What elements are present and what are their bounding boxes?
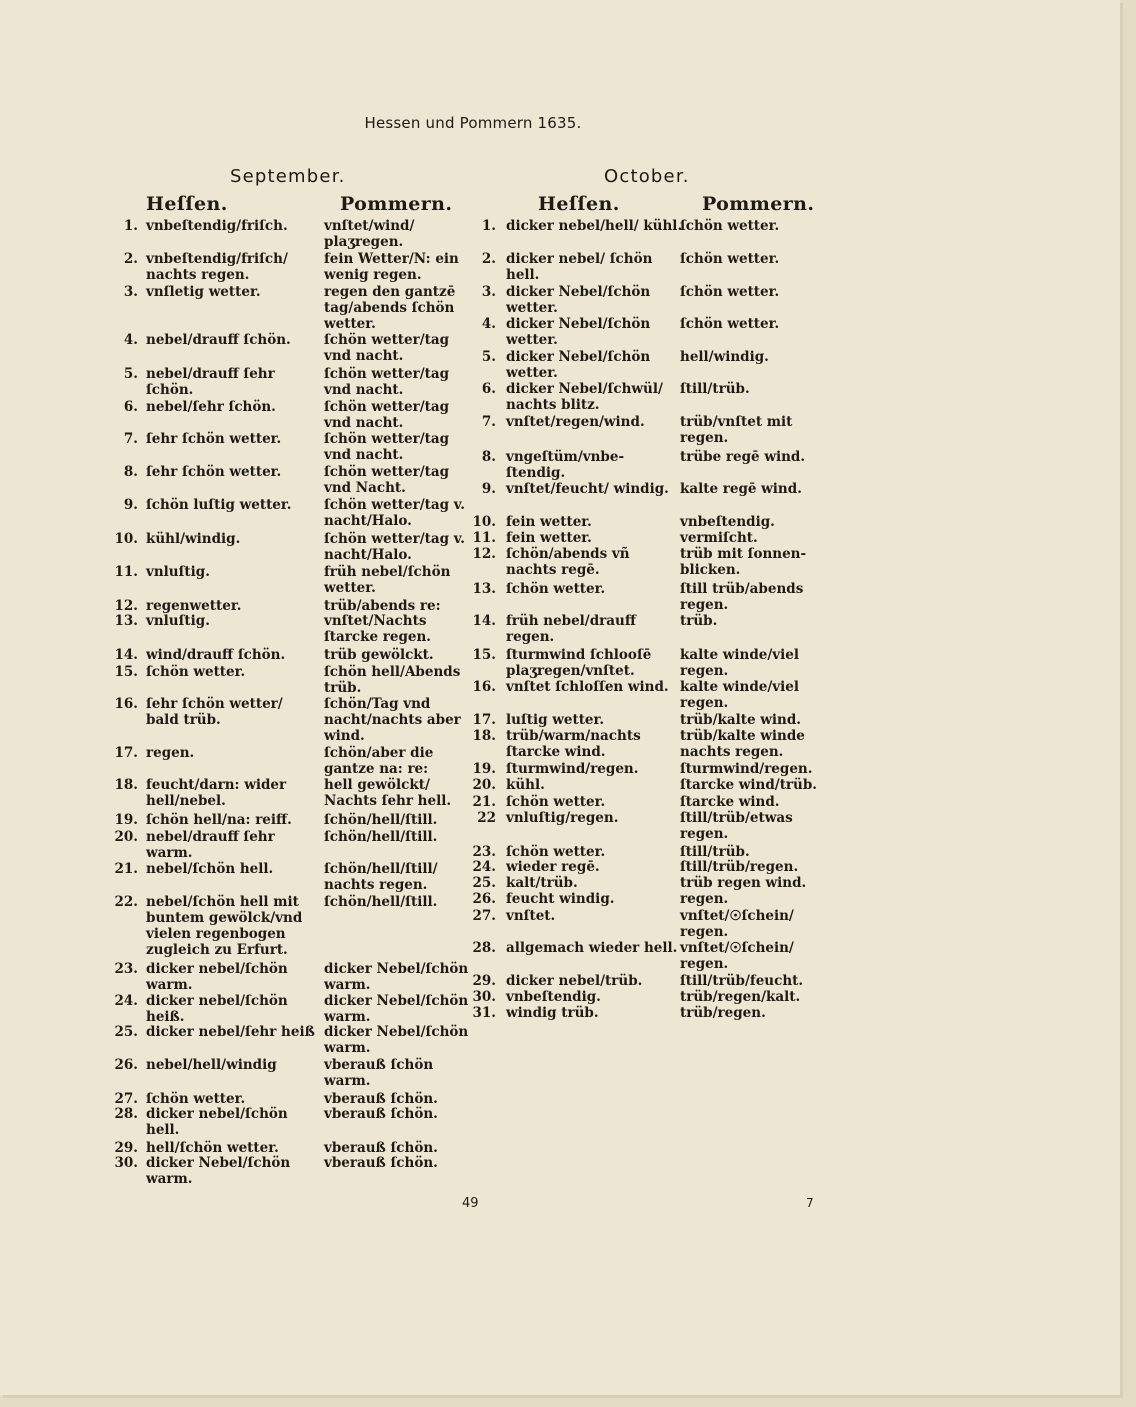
pommern-weather-cell: ſchön/aber die gantze na: re: — [324, 745, 434, 777]
pommern-weather-cell: ſtarcke wind. — [680, 794, 780, 810]
pommern-weather-cell: regen. — [680, 891, 729, 907]
pommern-weather-cell: ſtarcke wind/trüb. — [680, 777, 818, 793]
hessen-weather-cell: wind/drauff ſchön. — [146, 647, 286, 663]
hessen-weather-cell: wieder regē. — [506, 859, 600, 875]
pommern-weather-cell: vnſtet/wind/ plaʒregen. — [324, 218, 415, 250]
hessen-weather-cell: dicker Nebel/ſchön warm. — [146, 1155, 291, 1187]
day-number: 6. — [123, 399, 138, 415]
hessen-weather-cell: vngeſtüm/vnbe- ſtendig. — [506, 449, 625, 481]
hessen-weather-cell: dicker nebel/hell/ kühl. — [506, 218, 683, 234]
hessen-weather-cell: vnluſtig. — [146, 564, 210, 580]
day-number: 15. — [472, 647, 496, 663]
day-number: 10. — [114, 531, 138, 547]
day-number: 17. — [114, 745, 138, 761]
column-heading-hessen-october: Heſſen. — [538, 193, 620, 215]
pommern-weather-cell: ſchön wetter/tag v. nacht/Halo. — [324, 531, 465, 563]
pommern-weather-cell: ſtill/trüb. — [680, 381, 750, 397]
day-number: 29. — [472, 973, 496, 989]
hessen-weather-cell: nebel/ſehr ſchön. — [146, 399, 276, 415]
day-number: 19. — [472, 761, 496, 777]
day-number: 3. — [123, 284, 138, 300]
pommern-weather-cell: trüb gewölckt. — [324, 647, 434, 663]
hessen-weather-cell: dicker Nebel/ſchön wetter. — [506, 316, 651, 348]
pommern-weather-cell: ſtill/trüb/feucht. — [680, 973, 804, 989]
column-heading-pommern-october: Pommern. — [702, 193, 815, 215]
hessen-weather-cell: nebel/drauff ſchön. — [146, 332, 291, 348]
month-heading-september: September. — [230, 166, 346, 187]
pommern-weather-cell: dicker Nebel/ſchön warm. — [324, 961, 469, 993]
pommern-weather-cell: ſchön wetter. — [680, 284, 780, 300]
pommern-weather-cell: ſchön wetter. — [680, 218, 780, 234]
hessen-weather-cell: vnbeſtendig. — [506, 989, 601, 1005]
day-number: 27. — [472, 908, 496, 924]
hessen-weather-cell: allgemach wieder hell. — [506, 940, 678, 956]
hessen-weather-cell: windig trüb. — [506, 1005, 599, 1021]
pommern-weather-cell: ſchön wetter/tag vnd nacht. — [324, 399, 450, 431]
hessen-weather-cell: früh nebel/drauff regen. — [506, 613, 636, 645]
hessen-weather-cell: dicker Nebel/ſchön wetter. — [506, 349, 651, 381]
pommern-weather-cell: regen den gantzē tag/abends ſchön wetter. — [324, 284, 456, 332]
pommern-weather-cell: ſtill/trüb. — [680, 844, 750, 860]
hessen-weather-cell: ſchön wetter. — [506, 844, 606, 860]
pommern-weather-cell: ſchön wetter/tag vnd nacht. — [324, 366, 450, 398]
day-number: 29. — [114, 1140, 138, 1156]
pommern-weather-cell: vberauß ſchön warm. — [324, 1057, 434, 1089]
day-number: 20. — [114, 829, 138, 845]
pommern-weather-cell: trüb/regen. — [680, 1005, 766, 1021]
day-number: 7. — [123, 431, 138, 447]
hessen-weather-cell: ſchön wetter. — [506, 794, 606, 810]
hessen-weather-cell: vnluſtig. — [146, 613, 210, 629]
pommern-weather-cell: vberauß ſchön. — [324, 1140, 438, 1156]
hessen-weather-cell: dicker nebel/ſchön warm. — [146, 961, 288, 993]
day-number: 7. — [481, 414, 496, 430]
hessen-weather-cell: fein wetter. — [506, 530, 592, 546]
day-number: 26. — [114, 1057, 138, 1073]
hessen-weather-cell: hell/ſchön wetter. — [146, 1140, 279, 1156]
day-number: 26. — [472, 891, 496, 907]
day-number: 4. — [481, 316, 496, 332]
pommern-weather-cell: vermiſcht. — [680, 530, 758, 546]
pommern-weather-cell: trüb/vnſtet mit regen. — [680, 414, 793, 446]
pommern-weather-cell: kalte regē wind. — [680, 481, 802, 497]
pommern-weather-cell: ſchön wetter. — [680, 251, 780, 267]
hessen-weather-cell: regen. — [146, 745, 195, 761]
hessen-weather-cell: feucht windig. — [506, 891, 615, 907]
hessen-weather-cell: regenwetter. — [146, 598, 242, 614]
day-number: 21. — [472, 794, 496, 810]
pommern-weather-cell: vnſtet/☉ſchein/ regen. — [680, 940, 794, 972]
pommern-weather-cell: ſturmwind/regen. — [680, 761, 813, 777]
day-number: 25. — [114, 1024, 138, 1040]
day-number: 23. — [114, 961, 138, 977]
pommern-weather-cell: ſchön hell/Abends trüb. — [324, 664, 461, 696]
day-number: 28. — [114, 1106, 138, 1122]
hessen-weather-cell: ſchön wetter. — [506, 581, 606, 597]
day-number: 30. — [114, 1155, 138, 1171]
hessen-weather-cell: feucht/darn: wider hell/nebel. — [146, 777, 287, 809]
hessen-weather-cell: ſchön wetter. — [146, 664, 246, 680]
hessen-weather-cell: ſchön luſtig wetter. — [146, 497, 292, 513]
pommern-weather-cell: trüb mit ſonnen- blicken. — [680, 546, 807, 578]
column-heading-pommern-september: Pommern. — [340, 193, 453, 215]
day-number: 25. — [472, 875, 496, 891]
day-number: 15. — [114, 664, 138, 680]
day-number: 31. — [472, 1005, 496, 1021]
day-number: 3. — [481, 284, 496, 300]
pommern-weather-cell: vberauß ſchön. — [324, 1106, 438, 1122]
pommern-weather-cell: trüb/kalte winde nachts regen. — [680, 728, 805, 760]
pommern-weather-cell: ſchön wetter. — [680, 316, 780, 332]
hessen-weather-cell: nebel/hell/windig — [146, 1057, 277, 1073]
signature-mark: 7 — [806, 1196, 814, 1210]
pommern-weather-cell: ſtill/trüb/etwas regen. — [680, 810, 793, 842]
pommern-weather-cell: ſchön/hell/ſtill. — [324, 829, 438, 845]
month-heading-october: October. — [604, 166, 690, 187]
hessen-weather-cell: vnſtet/regen/wind. — [506, 414, 645, 430]
pommern-weather-cell: ſchön/hell/ſtill. — [324, 894, 438, 910]
pommern-weather-cell: ſchön/hell/ſtill. — [324, 812, 438, 828]
day-number: 9. — [481, 481, 496, 497]
day-number: 5. — [481, 349, 496, 365]
hessen-weather-cell: vnſtet ſchloſſen wind. — [506, 679, 669, 695]
day-number: 14. — [114, 647, 138, 663]
day-number: 24. — [114, 993, 138, 1009]
day-number: 12. — [472, 546, 496, 562]
pommern-weather-cell: kalte winde/viel regen. — [680, 647, 799, 679]
hessen-weather-cell: vnſletig wetter. — [146, 284, 261, 300]
day-number: 5. — [123, 366, 138, 382]
hessen-weather-cell: ſehr ſchön wetter. — [146, 431, 282, 447]
pommern-weather-cell: ſchön wetter/tag vnd Nacht. — [324, 464, 450, 496]
day-number: 24. — [472, 859, 496, 875]
pommern-weather-cell: vnbeſtendig. — [680, 514, 775, 530]
hessen-weather-cell: kühl/windig. — [146, 531, 241, 547]
hessen-weather-cell: kalt/trüb. — [506, 875, 578, 891]
day-number: 18. — [114, 777, 138, 793]
hessen-weather-cell: ſchön hell/na: reiff. — [146, 812, 292, 828]
pommern-weather-cell: ſchön wetter/tag vnd nacht. — [324, 332, 450, 364]
hessen-weather-cell: vnſtet. — [506, 908, 556, 924]
pommern-weather-cell: ſchön/Tag vnd nacht/nachts aber wind. — [324, 696, 461, 744]
hessen-weather-cell: dicker Nebel/ſchön wetter. — [506, 284, 651, 316]
hessen-weather-cell: dicker nebel/ſchön hell. — [146, 1106, 288, 1138]
day-number: 8. — [123, 464, 138, 480]
pommern-weather-cell: hell gewölckt/ Nachts ſehr hell. — [324, 777, 452, 809]
day-number: 12. — [114, 598, 138, 614]
day-number: 8. — [481, 449, 496, 465]
day-number: 17. — [472, 712, 496, 728]
pommern-weather-cell: kalte winde/viel regen. — [680, 679, 799, 711]
day-number: 1. — [481, 218, 496, 234]
hessen-weather-cell: trüb/warm/nachts ſtarcke wind. — [506, 728, 641, 760]
day-number: 9. — [123, 497, 138, 513]
day-number: 22. — [114, 894, 138, 910]
hessen-weather-cell: dicker nebel/ſchön heiß. — [146, 993, 288, 1025]
day-number: 2. — [481, 251, 496, 267]
hessen-weather-cell: ſehr ſchön wetter. — [146, 464, 282, 480]
pommern-weather-cell: trübe regē wind. — [680, 449, 806, 465]
hessen-weather-cell: ſehr ſchön wetter/ bald trüb. — [146, 696, 283, 728]
pommern-weather-cell: ſtill trüb/abends regen. — [680, 581, 804, 613]
pommern-weather-cell: vnſtet/☉ſchein/ regen. — [680, 908, 794, 940]
page-title: Hessen und Pommern 1635. — [364, 114, 582, 132]
pommern-weather-cell: trüb regen wind. — [680, 875, 807, 891]
column-heading-hessen-september: Heſſen. — [146, 193, 228, 215]
pommern-weather-cell: trüb. — [680, 613, 718, 629]
pommern-weather-cell: früh nebel/ſchön wetter. — [324, 564, 451, 596]
hessen-weather-cell: ſturmwind ſchlooſē plaʒregen/vnſtet. — [506, 647, 652, 679]
day-number: 20. — [472, 777, 496, 793]
day-number: 2. — [123, 251, 138, 267]
pommern-weather-cell: ſchön/hell/ſtill/ nachts regen. — [324, 861, 438, 893]
hessen-weather-cell: dicker nebel/ ſchön hell. — [506, 251, 653, 283]
hessen-weather-cell: ſchön/abends vñ nachts regē. — [506, 546, 630, 578]
pommern-weather-cell: trüb/regen/kalt. — [680, 989, 801, 1005]
day-number: 10. — [472, 514, 496, 530]
day-number: 1. — [123, 218, 138, 234]
page-number: 49 — [462, 1196, 479, 1211]
day-number: 13. — [472, 581, 496, 597]
day-number: 13. — [114, 613, 138, 629]
day-number: 30. — [472, 989, 496, 1005]
pommern-weather-cell: ſchön wetter/tag v. nacht/Halo. — [324, 497, 465, 529]
day-number: 18. — [472, 728, 496, 744]
hessen-weather-cell: nebel/drauff ſehr ſchön. — [146, 366, 275, 398]
pommern-weather-cell: vberauß ſchön. — [324, 1091, 438, 1107]
hessen-weather-cell: dicker nebel/ſehr heiß — [146, 1024, 315, 1040]
day-number: 16. — [472, 679, 496, 695]
day-number: 23. — [472, 844, 496, 860]
pommern-weather-cell: vnſtet/Nachts ſtarcke regen. — [324, 613, 432, 645]
day-number: 11. — [472, 530, 496, 546]
hessen-weather-cell: dicker Nebel/ſchwül/ nachts blitz. — [506, 381, 663, 413]
day-number: 28. — [472, 940, 496, 956]
hessen-weather-cell: vnluſtig/regen. — [506, 810, 619, 826]
day-number: 21. — [114, 861, 138, 877]
pommern-weather-cell: hell/windig. — [680, 349, 769, 365]
day-number: 4. — [123, 332, 138, 348]
hessen-weather-cell: vnbeſtendig/friſch. — [146, 218, 288, 234]
pommern-weather-cell: vberauß ſchön. — [324, 1155, 438, 1171]
hessen-weather-cell: vnbeſtendig/friſch/ nachts regen. — [146, 251, 288, 283]
day-number: 22 — [477, 810, 496, 826]
pommern-weather-cell: dicker Nebel/ſchön warm. — [324, 993, 469, 1025]
day-number: 19. — [114, 812, 138, 828]
pommern-weather-cell: trüb/kalte wind. — [680, 712, 801, 728]
hessen-weather-cell: nebel/ſchön hell. — [146, 861, 274, 877]
pommern-weather-cell: ſchön wetter/tag vnd nacht. — [324, 431, 450, 463]
day-number: 16. — [114, 696, 138, 712]
hessen-weather-cell: nebel/ſchön hell mit buntem gewölck/vnd vielen regenbogen zugleich zu Erfurt. — [146, 894, 303, 958]
day-number: 11. — [114, 564, 138, 580]
hessen-weather-cell: dicker nebel/trüb. — [506, 973, 643, 989]
hessen-weather-cell: vnſtet/feucht/ windig. — [506, 481, 669, 497]
day-number: 6. — [481, 381, 496, 397]
day-number: 14. — [472, 613, 496, 629]
pommern-weather-cell: trüb/abends re: — [324, 598, 441, 614]
day-number: 27. — [114, 1091, 138, 1107]
hessen-weather-cell: fein wetter. — [506, 514, 592, 530]
hessen-weather-cell: luſtig wetter. — [506, 712, 605, 728]
pommern-weather-cell: ſtill/trüb/regen. — [680, 859, 799, 875]
hessen-weather-cell: kühl. — [506, 777, 545, 793]
hessen-weather-cell: ſturmwind/regen. — [506, 761, 639, 777]
pommern-weather-cell: dicker Nebel/ſchön warm. — [324, 1024, 469, 1056]
hessen-weather-cell: ſchön wetter. — [146, 1091, 246, 1107]
hessen-weather-cell: nebel/drauff ſehr warm. — [146, 829, 275, 861]
pommern-weather-cell: fein Wetter/N: ein wenig regen. — [324, 251, 459, 283]
